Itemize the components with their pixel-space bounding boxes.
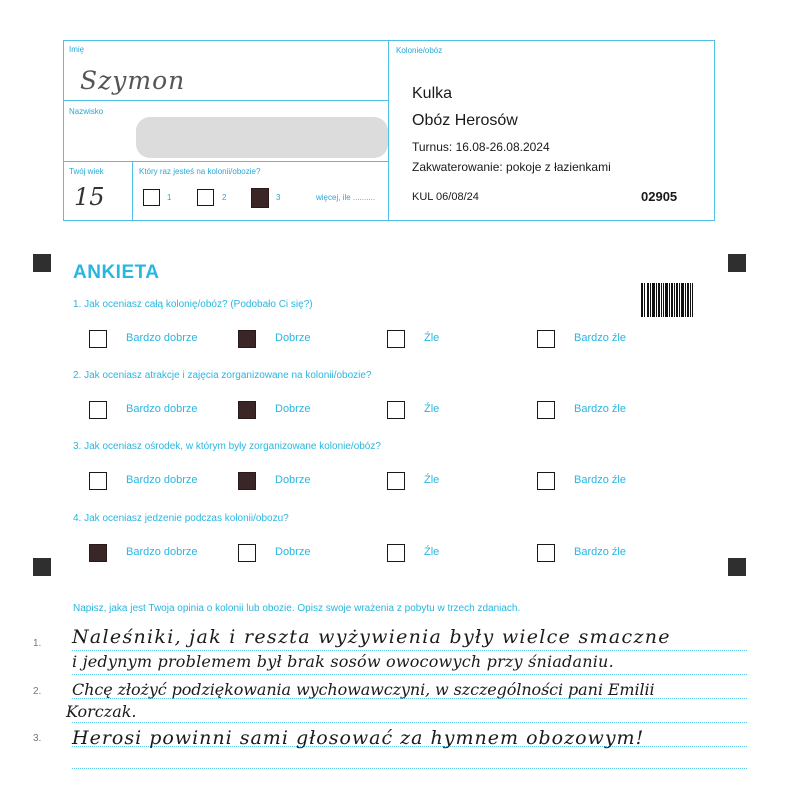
imie-value[interactable]: Szymon xyxy=(80,66,186,95)
question-4-checkbox-2[interactable] xyxy=(238,544,256,562)
line-number-2: 2. xyxy=(33,686,42,697)
question-2-option-label-3: Źle xyxy=(424,403,440,415)
question-2-checkbox-1[interactable] xyxy=(89,401,107,419)
question-2-checkbox-3[interactable] xyxy=(387,401,405,419)
question-1-option-label-1: Bardzo dobrze xyxy=(126,332,198,344)
line-number-3: 3. xyxy=(33,733,42,744)
question-4-checkbox-3[interactable] xyxy=(387,544,405,562)
handwritten-line-4[interactable]: Korczak. xyxy=(66,702,137,721)
ktory-raz-checkbox-1[interactable] xyxy=(143,189,160,206)
line-number-1: 1. xyxy=(33,638,42,649)
writing-line-1 xyxy=(72,650,747,651)
handwritten-line-3[interactable]: Chcę złożyć podziękowania wychowawczyni, w szczególności pani Emilii xyxy=(72,680,655,699)
camp-name: Kulka xyxy=(412,85,453,102)
camp-code: KUL 06/08/24 xyxy=(412,191,479,203)
turnus: Turnus: 16.08-26.08.2024 xyxy=(412,140,550,154)
question-3-option-label-3: Źle xyxy=(424,474,440,486)
question-1-option-label-4: Bardzo źle xyxy=(574,332,626,344)
handwritten-line-5[interactable]: Herosi powinni sami głosować za hymnem obozowym! xyxy=(72,727,645,749)
question-2-option-label-2: Dobrze xyxy=(275,403,311,415)
question-1-checkbox-1[interactable] xyxy=(89,330,107,348)
ktory-raz-checkbox-3[interactable] xyxy=(251,188,269,208)
question-1-option-label-2: Dobrze xyxy=(275,332,311,344)
barcode-icon xyxy=(641,283,693,317)
row-divider-1 xyxy=(63,100,389,101)
opinion-prompt: Napisz, jaka jest Twoja opinia o kolonii lub obozie. Opisz swoje wrażenia z pobytu w trzech zdaniach. xyxy=(73,603,521,614)
handwritten-line-1[interactable]: Naleśniki, jak i reszta wyżywienia były wielce smaczne xyxy=(72,626,671,648)
question-3-checkbox-1[interactable] xyxy=(89,472,107,490)
question-2-checkbox-2[interactable] xyxy=(238,401,256,419)
handwritten-line-2[interactable]: i jedynym problemem był brak sosów owocowych przy śniadaniu. xyxy=(72,652,614,671)
question-2-option-label-1: Bardzo dobrze xyxy=(126,403,198,415)
question-4-checkbox-1[interactable] xyxy=(89,544,107,562)
question-4-option-label-4: Bardzo źle xyxy=(574,546,626,558)
question-1-checkbox-4[interactable] xyxy=(537,330,555,348)
survey-title: ANKIETA xyxy=(73,262,160,283)
nazwisko-label: Nazwisko xyxy=(69,107,104,116)
ktory-raz-option-1: 1 xyxy=(167,193,172,202)
alignment-marker-top-right xyxy=(728,254,746,272)
ktory-raz-option-2: 2 xyxy=(222,193,227,202)
question-1-option-label-3: Źle xyxy=(424,332,440,344)
question-1-checkbox-3[interactable] xyxy=(387,330,405,348)
ktory-raz-option-3: 3 xyxy=(276,193,281,202)
ktory-raz-label: Który raz jesteś na kolonii/obozie? xyxy=(139,167,261,176)
writing-line-6 xyxy=(72,768,747,769)
alignment-marker-top-left xyxy=(33,254,51,272)
question-3-checkbox-2[interactable] xyxy=(238,472,256,490)
wiek-label: Twój wiek xyxy=(69,167,104,176)
question-4-checkbox-4[interactable] xyxy=(537,544,555,562)
ktory-raz-more: więcej, ile .......... xyxy=(316,193,376,202)
ktory-raz-checkbox-2[interactable] xyxy=(197,189,214,206)
question-3-text: 3. Jak oceniasz ośrodek, w którym były zorganizowane kolonie/obóz? xyxy=(73,441,381,452)
camp-title: Obóz Herosów xyxy=(412,112,518,129)
row-divider-2 xyxy=(63,161,389,162)
question-4-text: 4. Jak oceniasz jedzenie podczas kolonii/obozu? xyxy=(73,513,289,524)
nazwisko-redacted xyxy=(136,117,388,158)
wiek-value[interactable]: 15 xyxy=(74,183,105,211)
header-divider xyxy=(388,40,389,221)
writing-line-4 xyxy=(72,722,747,723)
question-4-option-label-2: Dobrze xyxy=(275,546,311,558)
question-2-text: 2. Jak oceniasz atrakcje i zajęcia zorganizowane na kolonii/obozie? xyxy=(73,370,372,381)
question-3-option-label-4: Bardzo źle xyxy=(574,474,626,486)
age-divider xyxy=(132,161,133,221)
question-3-option-label-2: Dobrze xyxy=(275,474,311,486)
zakwaterowanie: Zakwaterowanie: pokoje z łazienkami xyxy=(412,160,611,174)
question-3-checkbox-4[interactable] xyxy=(537,472,555,490)
question-2-checkbox-4[interactable] xyxy=(537,401,555,419)
imie-label: Imię xyxy=(69,45,85,54)
question-1-text: 1. Jak oceniasz całą kolonię/obóz? (Podobało Ci się?) xyxy=(73,299,313,310)
question-3-checkbox-3[interactable] xyxy=(387,472,405,490)
question-2-option-label-4: Bardzo źle xyxy=(574,403,626,415)
question-3-option-label-1: Bardzo dobrze xyxy=(126,474,198,486)
alignment-marker-bottom-left xyxy=(33,558,51,576)
question-4-option-label-3: Źle xyxy=(424,546,440,558)
form-number: 02905 xyxy=(641,189,678,204)
question-4-option-label-1: Bardzo dobrze xyxy=(126,546,198,558)
writing-line-2 xyxy=(72,674,747,675)
question-1-checkbox-2[interactable] xyxy=(238,330,256,348)
alignment-marker-bottom-right xyxy=(728,558,746,576)
kolonie-label: Kolonie/obóz xyxy=(396,46,443,55)
